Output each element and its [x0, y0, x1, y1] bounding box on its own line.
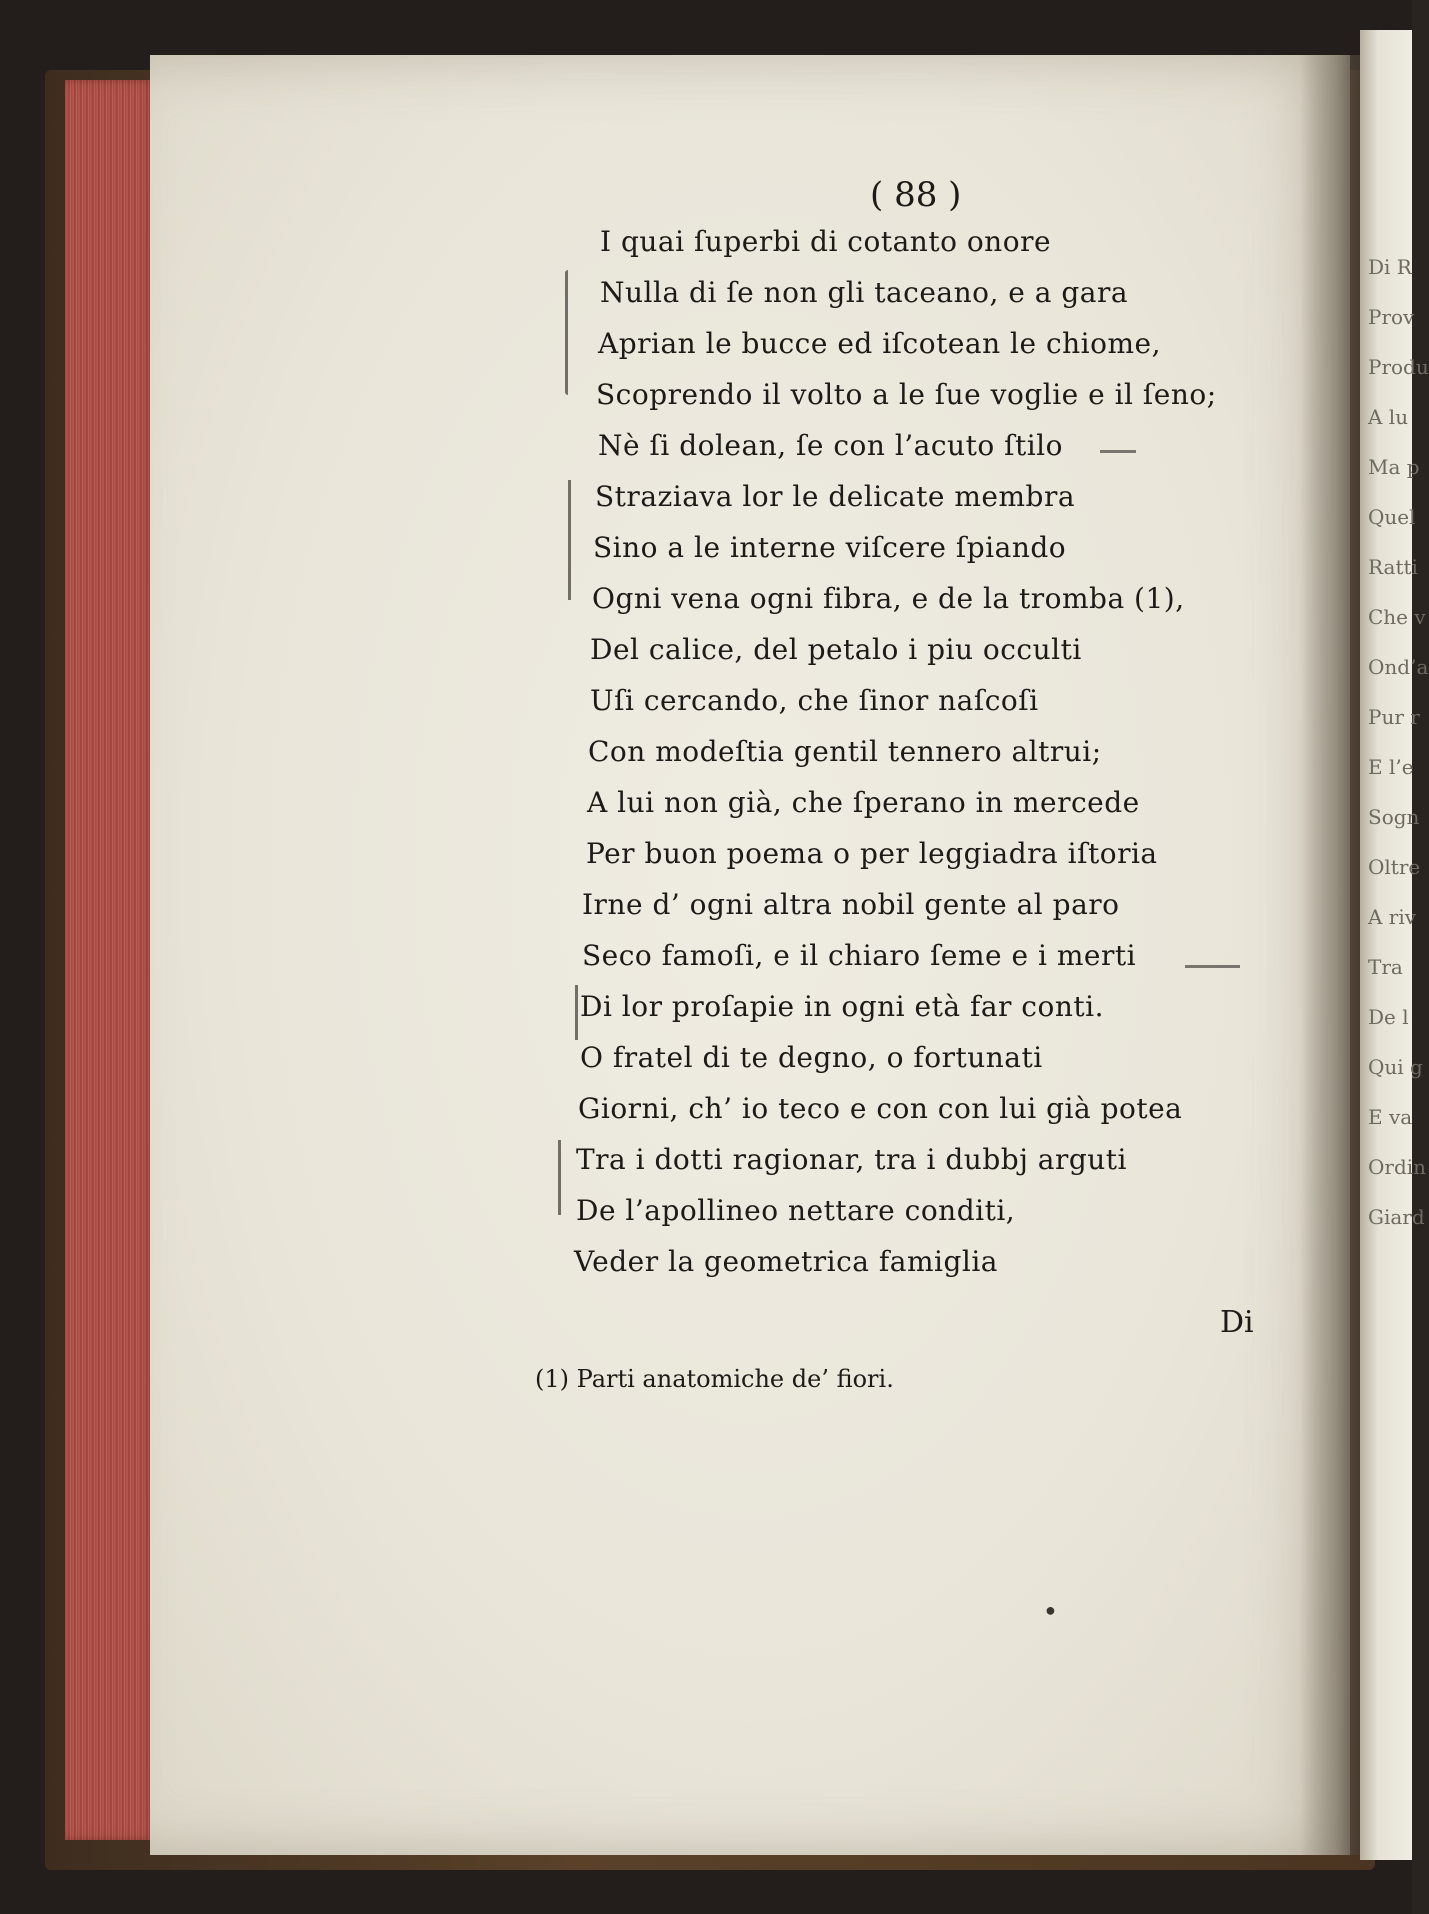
verse-line: O fratel di te degno, o fortunati: [580, 1041, 1043, 1074]
facing-page-text: Di R: [1368, 255, 1412, 279]
ink-spot: ●: [1045, 1600, 1056, 1620]
verse-line: Giorni, ch’ io teco e con con lui già potea: [578, 1092, 1183, 1125]
facing-page-text: Sogn: [1368, 805, 1420, 829]
verse-line: Nè ſi dolean, ſe con l’acuto ſtilo: [598, 429, 1063, 462]
facing-page-text: Ma p: [1368, 455, 1420, 479]
facing-page-text: E l’e: [1368, 755, 1414, 779]
facing-page-text: Oltre: [1368, 855, 1421, 879]
margin-bracket: [575, 985, 578, 1040]
facing-page-text: Produ: [1368, 355, 1429, 379]
footnote: (1) Parti anatomiche de’ fiori.: [535, 1365, 894, 1393]
facing-page-text: E va: [1368, 1105, 1413, 1129]
margin-bracket: [568, 480, 571, 600]
verse-line: A lui non già, che ſperano in mercede: [587, 786, 1140, 819]
margin-dash: [1100, 450, 1136, 453]
facing-page-text: Qui g: [1368, 1055, 1423, 1079]
facing-page-text: Ond’a: [1368, 655, 1429, 679]
verse-line: Del calice, del petalo i piu occulti: [590, 633, 1082, 666]
verse-line: Aprian le bucce ed iſcotean le chiome,: [598, 327, 1162, 360]
margin-bracket: [558, 1140, 561, 1215]
facing-page-text: Giard: [1368, 1205, 1425, 1229]
facing-page: [1360, 30, 1429, 1860]
verse-line: Scoprendo il volto a le ſue voglie e il ſeno;: [596, 378, 1217, 411]
facing-page-text: Pur r: [1368, 705, 1420, 729]
verse-line: Con modeſtia gentil tennero altrui;: [588, 735, 1102, 768]
verse-line: Seco famoſi, e il chiaro ſeme e i merti: [582, 939, 1137, 972]
facing-page-text: Che v: [1368, 605, 1426, 629]
verse-line: Veder la geometrica famiglia: [574, 1245, 998, 1278]
facing-page-text: Ratti: [1368, 555, 1418, 579]
verse-line: Ogni vena ogni fibra, e de la tromba (1),: [592, 582, 1185, 615]
facing-page-text: Prov: [1368, 305, 1415, 329]
verse-line: Per buon poema o per leggiadra iſtoria: [586, 837, 1158, 870]
margin-dash: [1185, 965, 1240, 968]
verse-line: Irne d’ ogni altra nobil gente al paro: [582, 888, 1120, 921]
margin-bracket: [565, 270, 568, 395]
verse-line: I quai ſuperbi di cotanto onore: [600, 225, 1052, 258]
verse-line: Sino a le interne viſcere ſpiando: [593, 531, 1067, 564]
verse-line: Straziava lor le delicate membra: [595, 480, 1076, 513]
catchword: Di: [1220, 1305, 1254, 1340]
verse-line: Uſi cercando, che ſinor naſcoſi: [590, 684, 1039, 717]
page-number: ( 88 ): [870, 175, 962, 215]
facing-page-text: De l: [1368, 1005, 1409, 1029]
verse-line: Tra i dotti ragionar, tra i dubbj arguti: [576, 1143, 1128, 1176]
page-edges: [65, 80, 157, 1840]
facing-page-text: Tra: [1368, 955, 1403, 979]
verse-line: Di lor proſapie in ogni età far conti.: [580, 990, 1104, 1023]
gutter-shadow: [1300, 55, 1360, 1855]
facing-page-text: A lu: [1368, 405, 1409, 429]
facing-page-text: Quel: [1368, 505, 1416, 529]
facing-page-text: A riv: [1368, 905, 1417, 929]
verse-line: Nulla di ſe non gli taceano, e a gara: [600, 276, 1129, 309]
verse-line: De l’apollineo nettare conditi,: [576, 1194, 1016, 1227]
facing-page-text: Ordin: [1368, 1155, 1427, 1179]
